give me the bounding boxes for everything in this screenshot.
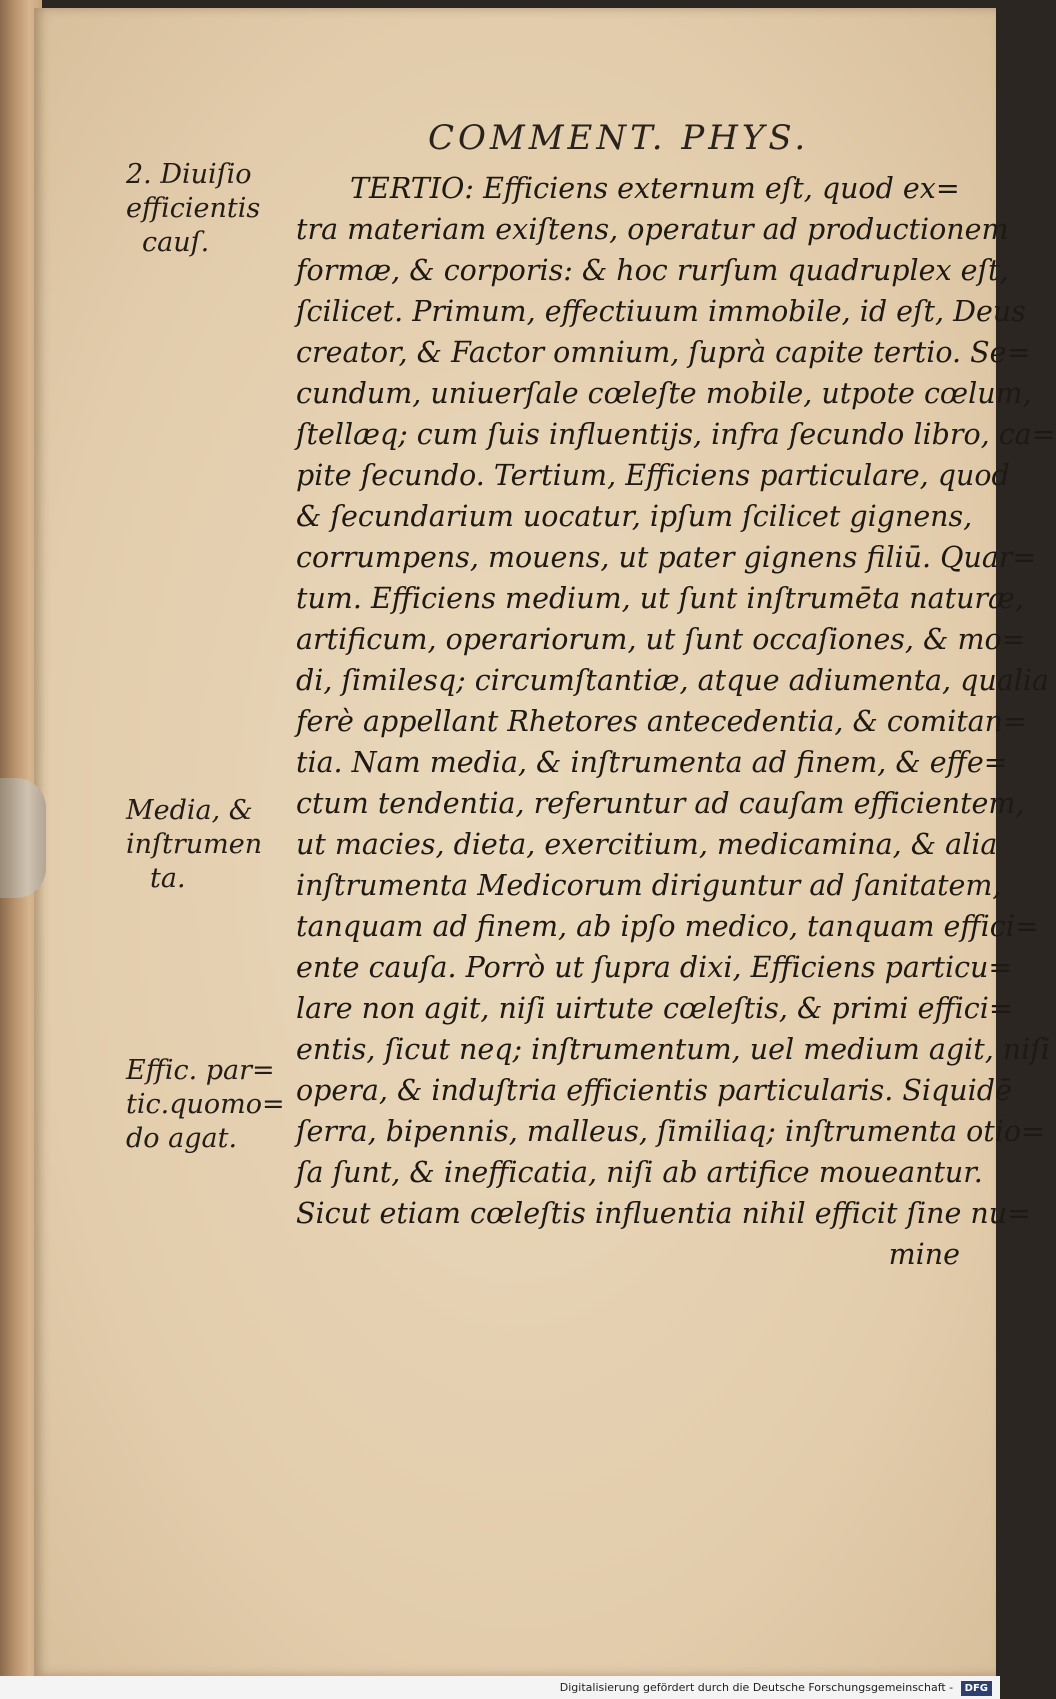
text-line: pite ſecundo. Tertium, Efficiens particulare, quod: [296, 459, 1010, 492]
digitization-footer: [0, 1676, 1000, 1699]
body-text: [296, 168, 1056, 1275]
text-line: artificum, operariorum, ut ſunt occaſiones, & mo=: [296, 623, 1026, 656]
margin-note-line: tic.quomo=: [126, 1089, 285, 1120]
text-line: ente cauſa. Porrò ut ſupra dixi, Efficiens particu=: [296, 951, 1013, 984]
text-line: cundum, uniuerſale cœleſte mobile, utpote cœlum,: [296, 377, 1032, 410]
text-line: ut macies, dieta, exercitium, medicamina, & alia: [296, 828, 998, 861]
margin-note-line: 2. Diuiſio: [126, 159, 252, 190]
margin-note-media: [126, 794, 294, 896]
margin-note-line: do agat.: [126, 1123, 238, 1154]
text-line: inſtrumenta Medicorum diriguntur ad ſanitatem,: [296, 869, 1002, 902]
text-line: tanquam ad finem, ab ipſo medico, tanquam effici=: [296, 910, 1039, 943]
text-line: ſa ſunt, & inefficatia, niſi ab artifice moueantur.: [296, 1156, 983, 1189]
margin-note-line: cauſ.: [142, 227, 210, 258]
text-line: tia. Nam media, & inſtrumenta ad finem, & effe=: [296, 746, 1008, 779]
text-line: TERTIO: Efficiens externum eſt, quod ex=: [350, 172, 960, 205]
margin-note-line: efficientis: [126, 193, 261, 224]
text-line: corrumpens, mouens, ut pater gignens filiū. Quar=: [296, 541, 1037, 574]
text-line: Sicut etiam cœleſtis influentia nihil efficit ſine nu=: [296, 1197, 1031, 1230]
text-line: ferè appellant Rhetores antecedentia, & comitan=: [296, 705, 1027, 738]
text-line: ſtellæq; cum ſuis influentijs, infra ſecundo libro, ca=: [296, 418, 1056, 451]
text-line: ctum tendentia, referuntur ad cauſam efficientem,: [296, 787, 1025, 820]
text-line: di, ſimilesq; circumſtantiæ, atque adiumenta, qualia: [296, 664, 1049, 697]
text-line: tra materiam exiſtens, operatur ad productionem: [296, 213, 1009, 246]
text-line: opera, & induſtria efficientis particularis. Siquidē: [296, 1074, 1012, 1107]
margin-note-line: ta.: [150, 863, 186, 894]
text-line: tum. Efficiens medium, ut ſunt inſtrumēta naturæ,: [296, 582, 1024, 615]
text-line: ſerra, bipennis, malleus, ſimiliaq; inſtrumenta otio=: [296, 1115, 1045, 1148]
margin-note-effic: [126, 1054, 294, 1156]
margin-note-division: [126, 158, 294, 260]
margin-note-line: Media, &: [126, 795, 253, 826]
text-line: creator, & Factor omnium, ſuprà capite tertio. Se=: [296, 336, 1031, 369]
text-line: ſcilicet. Primum, effectiuum immobile, id eſt, Deus: [296, 295, 1026, 328]
dfg-logo: DFG: [961, 1681, 992, 1696]
margin-note-line: inſtrumen: [126, 829, 263, 860]
text-line: formæ, & corporis: & hoc rurſum quadruplex eſt,: [296, 254, 1009, 287]
text-line: & ſecundarium uocatur, ipſum ſcilicet gignens,: [296, 500, 973, 533]
running-head: COMMENT. PHYS.: [428, 118, 810, 158]
text-line: entis, ſicut neq; inſtrumentum, uel medium agit, niſi: [296, 1033, 1050, 1066]
footer-credit: Digitalisierung gefördert durch die Deutsche Forschungsgemeinschaft -: [559, 1681, 954, 1694]
catchword: mine: [888, 1238, 960, 1271]
margin-note-line: Effic. par=: [126, 1055, 275, 1086]
text-line: lare non agit, niſi uirtute cœleſtis, & primi effici=: [296, 992, 1013, 1025]
clasp-shadow: [0, 778, 46, 898]
